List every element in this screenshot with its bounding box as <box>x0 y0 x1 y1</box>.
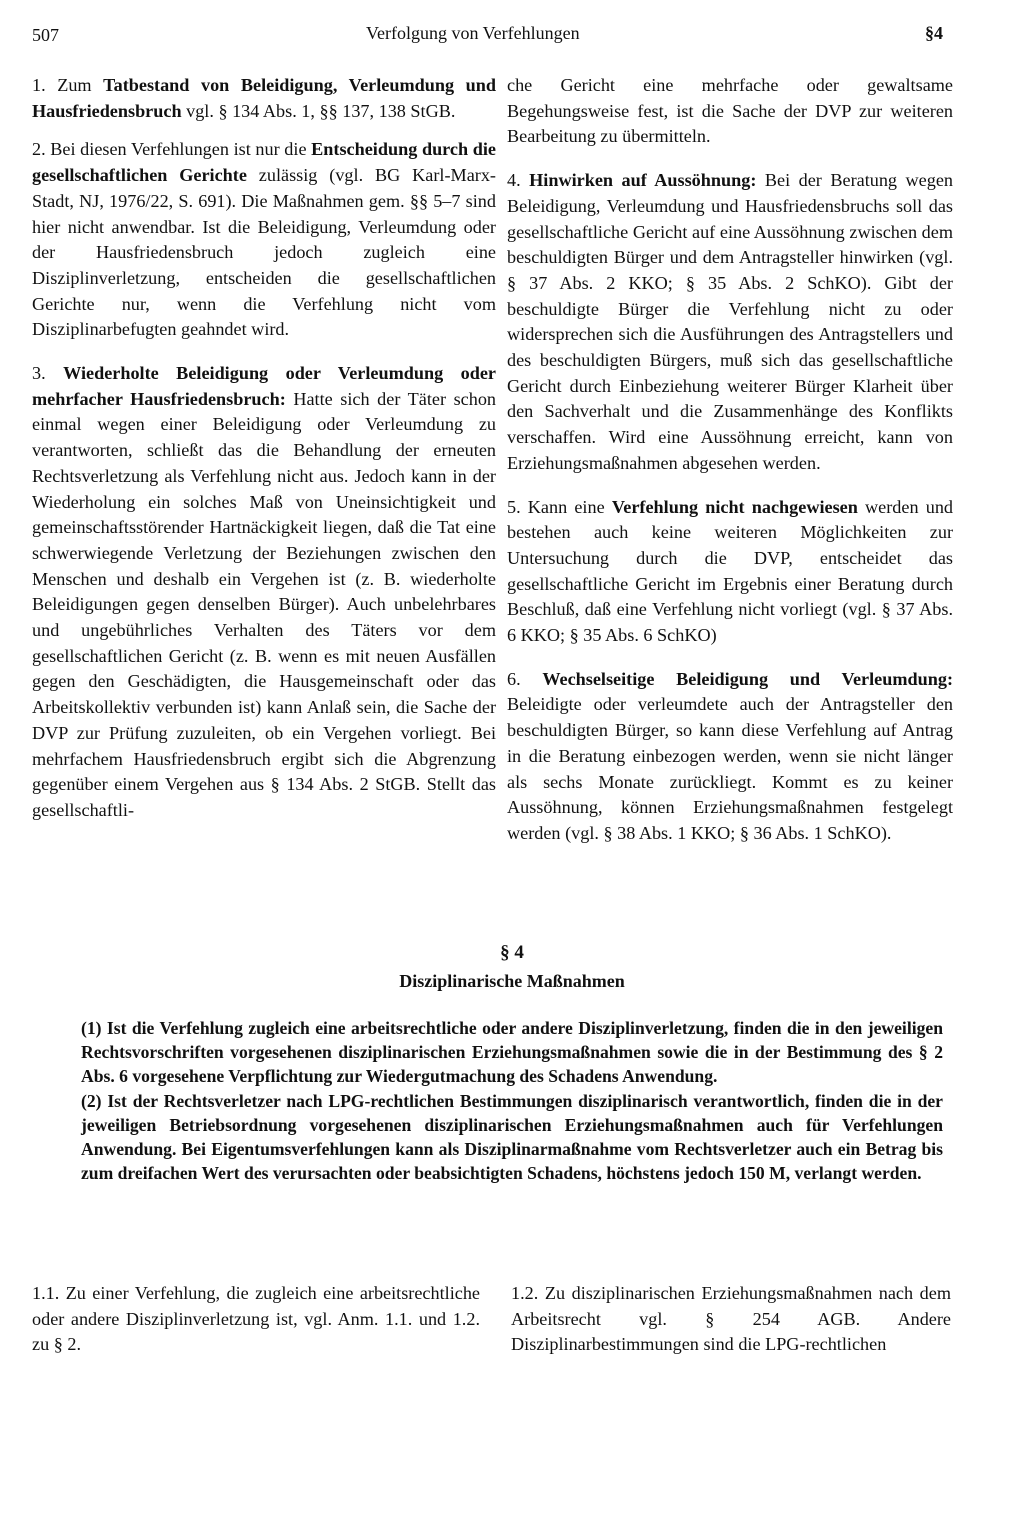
section-mark: §4 <box>925 23 943 43</box>
section-title: Disziplinarische Maßnahmen <box>399 971 625 991</box>
annotation-1-1: 1.1. Zu einer Verfehlung, die zugleich eine arbeitsrechtliche oder andere Disziplinverletzung ist, vgl. Anm. 1.1. und 1.2. zu § 2. <box>32 1283 480 1355</box>
right-column <box>507 73 953 860</box>
page-number: 507 <box>32 25 59 45</box>
note-5 <box>507 495 953 649</box>
note-3-heading: Wiederholte Beleidigung oder Verleumdung oder mehrfacher Hausfriedensbruch: <box>32 363 496 409</box>
note-6-heading: Wechselseitige Beleidigung und Verleumdung: <box>542 668 953 689</box>
note-2-lead: 2. Bei diesen Verfehlungen ist nur die <box>32 139 312 160</box>
note-3 <box>32 361 496 824</box>
note-1-lead: 1. Zum <box>32 75 104 95</box>
note-6 <box>507 667 953 847</box>
note-5-lead: 5. Kann eine <box>507 496 612 517</box>
annotation-left <box>32 1281 480 1371</box>
statute-text <box>81 1016 943 1185</box>
note-4 <box>507 168 953 476</box>
left-column <box>32 73 496 837</box>
note-3-lead: 3. <box>32 363 64 384</box>
note-1-heading: Tatbestand von Beleidigung, Verleumdung und Hausfriedensbruch <box>32 75 496 121</box>
section-number: § 4 <box>500 942 524 963</box>
running-title: Verfolgung von Verfehlungen <box>366 23 580 43</box>
note-5-heading: Verfehlung nicht nachgewiesen <box>611 496 858 517</box>
note-3-continuation: che Gericht eine mehrfache oder gewaltsame Begehungsweise fest, ist die Sache der DVP zur weiteren Bearbeitung zu übermitteln. <box>507 75 953 147</box>
statute-paragraph-2: (2) Ist der Rechtsverletzer nach LPG-rechtlichen Bestimmungen disziplinarisch verantwortlich, finden die in der jeweiligen Betriebsordnung vorgesehenen disziplinarischen Erziehungsmaßnahmen auch für Verfehlungen Anwendung. Bei Eigentumsverfehlungen kann als Disziplinarmaßnahme vom Rechtsverletzer auch ein Betrag bis zum dreifachen Wert des verursachten oder beabsichtigten Schadens, höchstens jedoch 150 M, verlangt werden. <box>81 1090 943 1184</box>
note-6-text: Beleidigte oder verleumdete auch der Antragsteller den beschuldigten Bürger, so kann diese Verfehlung auf Antrag in die Beratung einbezogen werden, wenn sie nicht länger als sechs Monate zurückliegt. Kommt es zu keiner Aussöhnung, können Erziehungsmaßnahmen festgelegt werden (vgl. § 38 Abs. 1 KKO; § 36 Abs. 1 SchKO). <box>507 694 953 843</box>
note-1 <box>32 73 496 124</box>
note-4-text: Bei der Beratung wegen Beleidigung, Verleumdung und Hausfriedensbruchs soll das gesellschaftliche Gericht auf eine Aussöhnung zwischen dem beschuldigten Bürger und dem Antragsteller hinwirken (vgl. § 37 Abs. 2 KKO; § 35 Abs. 2 SchKO). Gibt der beschuldigte Bürger die Verfehlung nicht zu oder widersprechen sich die Ausführungen des Antragstellers und des beschuldigten Bürgers, muß sich das gesellschaftliche Gericht durch Einbeziehung weiterer Bürger Klarheit über den Sachverhalt und die Zusammenhänge des Konflikts verschaffen. Wird eine Aussöhnung erreicht, kann von Erziehungsmaßnahmen abgesehen werden. <box>507 170 953 473</box>
note-1-text: vgl. § 134 Abs. 1, §§ 137, 138 StGB. <box>181 100 456 121</box>
note-4-lead: 4. <box>507 170 530 191</box>
annotation-1-2: 1.2. Zu disziplinarischen Erziehungsmaßnahmen nach dem Arbeitsrecht vgl. § 254 AGB. Andere Disziplinarbestimmungen sind die LPG-rechtlichen <box>511 1283 951 1355</box>
note-6-lead: 6. <box>507 668 543 689</box>
statute-paragraph-1: (1) Ist die Verfehlung zugleich eine arbeitsrechtliche oder andere Disziplinverletzung, finden die in den jeweiligen Rechtsvorschriften vorgesehenen disziplinarischen Erziehungsmaßnahmen sowie die in der Bestimmung des § 2 Abs. 6 vorgesehene Verpflichtung zur Wiedergutmachung des Schadens Anwendung. <box>81 1018 943 1087</box>
note-2-heading: Entscheidung durch die gesellschaftlichen Gerichte <box>32 139 496 186</box>
note-2-text: zulässig (vgl. BG Karl-Marx-Stadt, NJ, 1976/22, S. 691). Die Maßnahmen gem. §§ 5–7 sind hier nicht anwendbar. Ist die Beleidigung, Verleumdung oder der Hausfriedensbruch jedoch zugleich eine Disziplinverletzung, entscheiden die gesellschaftlichen Gerichte nur, wenn die Verfehlung nicht vom Disziplinarbefugten geahndet wird. <box>32 165 496 340</box>
note-4-heading: Hinwirken auf Aussöhnung: <box>529 170 757 191</box>
note-5-text: werden und bestehen auch keine weiteren Möglichkeiten zur Untersuchung durch die DVP, entscheidet das gesellschaftliche Gericht im Ergebnis einer Beratung durch Beschluß, daß eine Verfehlung nicht vorliegt (vgl. § 37 Abs. 6 KKO; § 35 Abs. 6 SchKO) <box>507 496 954 646</box>
note-2 <box>32 137 496 343</box>
annotation-right <box>511 1281 951 1371</box>
note-3-text: Hatte sich der Täter schon einmal wegen einer Beleidigung oder Verleumdung zu verantworten, schließt das die Behandlung der erneuten Rechtsverletzung als Verfehlung nicht aus. Jedoch kann in der Wiederholung ein solches Maß von Uneinsichtigkeit und gemeinschaftsstörender Hartnäckigkeit liegen, daß die Tat eine schwerwiegende Verletzung der Beziehungen zwischen den Menschen und deshalb ein Vergehen ist (z. B. wiederholte Beleidigungen gegen denselben Bürger). Auch unbelehrbares und ungebührliches Verhalten des Täters vor dem gesellschaftlichen Gericht (z. B. wenn es mit neuen Ausfällen gegen den Geschädigten, die Hausgemeinschaft oder das Arbeitskollektiv verbunden ist) kann Anlaß sein, die Sache der DVP zur Prüfung zuzuleiten, ob ein Vergehen vorliegt. Bei mehrfachem Hausfriedensbruch ergibt sich die Abgrenzung gegenüber einem Vergehen aus § 134 Abs. 2 StGB. Stellt das gesellschaftli- <box>32 388 497 820</box>
